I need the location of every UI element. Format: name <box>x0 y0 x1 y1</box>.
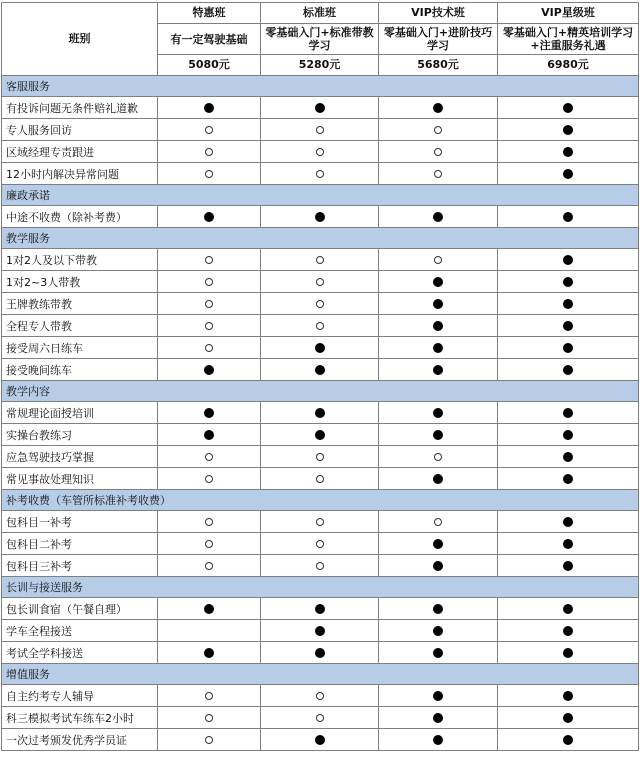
feature-label: 中途不收费（除补考费） <box>2 206 158 228</box>
plan-4-cell <box>498 707 639 729</box>
plan-3-cell <box>379 707 498 729</box>
plan-4-cell <box>498 119 639 141</box>
filled-circle-icon <box>433 321 443 331</box>
table-row <box>2 468 639 490</box>
plan-price-4: 6980元 <box>498 55 639 76</box>
filled-circle-icon <box>563 626 573 636</box>
plan-4-cell <box>498 359 639 381</box>
plan-3-cell <box>379 119 498 141</box>
feature-label: 学车全程接送 <box>2 620 158 642</box>
plan-1-cell <box>158 163 261 185</box>
table-row <box>2 402 639 424</box>
section-title: 补考收费（车管所标准补考收费） <box>2 490 639 511</box>
plan-3-cell <box>379 359 498 381</box>
filled-circle-icon <box>433 474 443 484</box>
plan-3-cell <box>379 533 498 555</box>
table-body <box>2 3 639 751</box>
plan-3-cell <box>379 446 498 468</box>
filled-circle-icon <box>433 539 443 549</box>
feature-label: 有投诉问题无条件赔礼道歉 <box>2 97 158 119</box>
filled-circle-icon <box>563 321 573 331</box>
plan-1-cell <box>158 446 261 468</box>
feature-label: 常见事故处理知识 <box>2 468 158 490</box>
filled-circle-icon <box>315 626 325 636</box>
table-row <box>2 620 639 642</box>
filled-circle-icon <box>315 408 325 418</box>
section-header <box>2 381 639 402</box>
filled-circle-icon <box>433 212 443 222</box>
feature-label: 包科目三补考 <box>2 555 158 577</box>
hollow-circle-icon <box>316 475 324 483</box>
plan-3-cell <box>379 468 498 490</box>
hollow-circle-icon <box>205 256 213 264</box>
table-row <box>2 707 639 729</box>
hollow-circle-icon <box>316 126 324 134</box>
plan-2-cell <box>261 555 379 577</box>
filled-circle-icon <box>204 430 214 440</box>
filled-circle-icon <box>563 474 573 484</box>
feature-label: 1对2人及以下带教 <box>2 249 158 271</box>
plan-3-cell <box>379 685 498 707</box>
feature-label: 王牌教练带教 <box>2 293 158 315</box>
hollow-circle-icon <box>434 126 442 134</box>
filled-circle-icon <box>433 735 443 745</box>
feature-label: 包科目一补考 <box>2 511 158 533</box>
plan-2-cell <box>261 315 379 337</box>
filled-circle-icon <box>204 103 214 113</box>
plan-1-cell <box>158 533 261 555</box>
hollow-circle-icon <box>316 518 324 526</box>
feature-label: 全程专人带教 <box>2 315 158 337</box>
plan-3-cell <box>379 97 498 119</box>
filled-circle-icon <box>563 125 573 135</box>
filled-circle-icon <box>204 408 214 418</box>
table-row <box>2 598 639 620</box>
table-row <box>2 424 639 446</box>
plan-2-cell <box>261 337 379 359</box>
hollow-circle-icon <box>316 278 324 286</box>
table-row <box>2 555 639 577</box>
hollow-circle-icon <box>316 170 324 178</box>
plan-4-cell <box>498 424 639 446</box>
table-row <box>2 337 639 359</box>
filled-circle-icon <box>563 212 573 222</box>
feature-label: 科三模拟考试车练车2小时 <box>2 707 158 729</box>
section-title: 增值服务 <box>2 664 639 685</box>
plan-2-cell <box>261 642 379 664</box>
hollow-circle-icon <box>205 475 213 483</box>
plan-3-cell <box>379 206 498 228</box>
filled-circle-icon <box>563 103 573 113</box>
feature-label: 一次过考颁发优秀学员证 <box>2 729 158 751</box>
plan-1-cell <box>158 729 261 751</box>
feature-label: 接受晚间练车 <box>2 359 158 381</box>
plan-name-1: 特惠班 <box>158 3 261 24</box>
plan-name-4: VIP星级班 <box>498 3 639 24</box>
plan-3-cell <box>379 642 498 664</box>
section-header <box>2 185 639 206</box>
plan-1-cell <box>158 359 261 381</box>
filled-circle-icon <box>315 604 325 614</box>
hollow-circle-icon <box>205 562 213 570</box>
filled-circle-icon <box>563 452 573 462</box>
plan-3-cell <box>379 620 498 642</box>
filled-circle-icon <box>204 604 214 614</box>
plan-2-cell <box>261 533 379 555</box>
feature-label: 专人服务回访 <box>2 119 158 141</box>
filled-circle-icon <box>563 277 573 287</box>
plan-4-cell <box>498 206 639 228</box>
feature-label: 自主约考专人辅导 <box>2 685 158 707</box>
plan-3-cell <box>379 249 498 271</box>
hollow-circle-icon <box>205 300 213 308</box>
hollow-circle-icon <box>434 256 442 264</box>
plan-4-cell <box>498 620 639 642</box>
plan-1-cell <box>158 249 261 271</box>
feature-label: 实操台教练习 <box>2 424 158 446</box>
filled-circle-icon <box>433 561 443 571</box>
filled-circle-icon <box>433 604 443 614</box>
filled-circle-icon <box>433 343 443 353</box>
feature-label: 应急驾驶技巧掌握 <box>2 446 158 468</box>
plan-3-cell <box>379 271 498 293</box>
plan-4-cell <box>498 685 639 707</box>
plan-desc-2: 零基础入门+标准带教学习 <box>261 24 379 55</box>
plan-1-cell <box>158 315 261 337</box>
plan-1-cell <box>158 271 261 293</box>
plan-2-cell <box>261 206 379 228</box>
filled-circle-icon <box>563 691 573 701</box>
plan-4-cell <box>498 511 639 533</box>
hollow-circle-icon <box>434 170 442 178</box>
plan-3-cell <box>379 315 498 337</box>
plan-1-cell <box>158 206 261 228</box>
plan-3-cell <box>379 141 498 163</box>
hollow-circle-icon <box>316 300 324 308</box>
filled-circle-icon <box>563 365 573 375</box>
filled-circle-icon <box>563 430 573 440</box>
corner-label: 班别 <box>2 3 158 76</box>
plan-2-cell <box>261 707 379 729</box>
filled-circle-icon <box>204 648 214 658</box>
filled-circle-icon <box>433 691 443 701</box>
plan-1-cell <box>158 424 261 446</box>
plan-2-cell <box>261 620 379 642</box>
plan-4-cell <box>498 598 639 620</box>
plan-2-cell <box>261 249 379 271</box>
plan-4-cell <box>498 446 639 468</box>
section-title: 教学内容 <box>2 381 639 402</box>
plan-3-cell <box>379 163 498 185</box>
filled-circle-icon <box>433 626 443 636</box>
plan-3-cell <box>379 293 498 315</box>
filled-circle-icon <box>563 299 573 309</box>
hollow-circle-icon <box>316 562 324 570</box>
filled-circle-icon <box>563 169 573 179</box>
plan-2-cell <box>261 468 379 490</box>
plan-2-cell <box>261 293 379 315</box>
hollow-circle-icon <box>205 692 213 700</box>
plan-price-2: 5280元 <box>261 55 379 76</box>
plan-1-cell <box>158 402 261 424</box>
table-row <box>2 97 639 119</box>
plan-4-cell <box>498 729 639 751</box>
table-row <box>2 729 639 751</box>
plan-4-cell <box>498 315 639 337</box>
filled-circle-icon <box>433 408 443 418</box>
plan-2-cell <box>261 97 379 119</box>
plan-4-cell <box>498 249 639 271</box>
plan-1-cell <box>158 511 261 533</box>
plan-3-cell <box>379 424 498 446</box>
filled-circle-icon <box>315 343 325 353</box>
hollow-circle-icon <box>316 453 324 461</box>
plan-2-cell <box>261 163 379 185</box>
plan-price-3: 5680元 <box>379 55 498 76</box>
section-title: 教学服务 <box>2 228 639 249</box>
hollow-circle-icon <box>205 278 213 286</box>
plan-4-cell <box>498 533 639 555</box>
plan-4-cell <box>498 555 639 577</box>
filled-circle-icon <box>433 277 443 287</box>
feature-label: 12小时内解决异常问题 <box>2 163 158 185</box>
plan-2-cell <box>261 511 379 533</box>
filled-circle-icon <box>433 713 443 723</box>
plan-2-cell <box>261 141 379 163</box>
hollow-circle-icon <box>205 736 213 744</box>
filled-circle-icon <box>563 408 573 418</box>
filled-circle-icon <box>433 365 443 375</box>
filled-circle-icon <box>315 365 325 375</box>
feature-label: 包长训食宿（午餐自理） <box>2 598 158 620</box>
plan-2-cell <box>261 402 379 424</box>
filled-circle-icon <box>204 365 214 375</box>
filled-circle-icon <box>563 255 573 265</box>
feature-label: 包科目二补考 <box>2 533 158 555</box>
table-row <box>2 249 639 271</box>
table-row <box>2 315 639 337</box>
filled-circle-icon <box>563 648 573 658</box>
plan-1-cell <box>158 337 261 359</box>
filled-circle-icon <box>315 430 325 440</box>
table-row <box>2 206 639 228</box>
filled-circle-icon <box>315 735 325 745</box>
hollow-circle-icon <box>316 322 324 330</box>
plan-name-2: 标准班 <box>261 3 379 24</box>
filled-circle-icon <box>563 604 573 614</box>
plan-desc-1: 有一定驾驶基础 <box>158 24 261 55</box>
hollow-circle-icon <box>205 540 213 548</box>
hollow-circle-icon <box>434 518 442 526</box>
hollow-circle-icon <box>205 148 213 156</box>
plan-1-cell <box>158 685 261 707</box>
feature-label: 接受周六日练车 <box>2 337 158 359</box>
table-row <box>2 119 639 141</box>
plan-3-cell <box>379 402 498 424</box>
hollow-circle-icon <box>316 540 324 548</box>
filled-circle-icon <box>433 299 443 309</box>
plan-1-cell <box>158 97 261 119</box>
plan-4-cell <box>498 141 639 163</box>
filled-circle-icon <box>563 713 573 723</box>
plan-1-cell <box>158 468 261 490</box>
plan-3-cell <box>379 337 498 359</box>
section-title: 长训与接送服务 <box>2 577 639 598</box>
plan-2-cell <box>261 271 379 293</box>
plan-4-cell <box>498 337 639 359</box>
hollow-circle-icon <box>205 714 213 722</box>
filled-circle-icon <box>563 517 573 527</box>
hollow-circle-icon <box>205 453 213 461</box>
table-row <box>2 163 639 185</box>
plan-3-cell <box>379 598 498 620</box>
filled-circle-icon <box>315 648 325 658</box>
plan-3-cell <box>379 555 498 577</box>
filled-circle-icon <box>315 103 325 113</box>
plan-2-cell <box>261 119 379 141</box>
plan-3-cell <box>379 729 498 751</box>
filled-circle-icon <box>563 147 573 157</box>
plan-4-cell <box>498 97 639 119</box>
plan-1-cell <box>158 620 261 642</box>
plan-1-cell <box>158 293 261 315</box>
plan-2-cell <box>261 446 379 468</box>
section-header <box>2 490 639 511</box>
table-row <box>2 642 639 664</box>
section-header <box>2 228 639 249</box>
plan-3-cell <box>379 511 498 533</box>
table-row <box>2 533 639 555</box>
plan-1-cell <box>158 598 261 620</box>
filled-circle-icon <box>433 430 443 440</box>
plan-4-cell <box>498 271 639 293</box>
hollow-circle-icon <box>205 518 213 526</box>
filled-circle-icon <box>433 648 443 658</box>
plan-2-cell <box>261 685 379 707</box>
plan-desc-4: 零基础入门+精英培训学习+注重服务礼遇 <box>498 24 639 55</box>
hollow-circle-icon <box>316 714 324 722</box>
section-header <box>2 76 639 97</box>
hollow-circle-icon <box>205 322 213 330</box>
plan-1-cell <box>158 707 261 729</box>
header-row-names <box>2 3 639 24</box>
filled-circle-icon <box>433 103 443 113</box>
table-row <box>2 293 639 315</box>
feature-label: 1对2~3人带教 <box>2 271 158 293</box>
table-row <box>2 141 639 163</box>
plan-4-cell <box>498 402 639 424</box>
hollow-circle-icon <box>316 256 324 264</box>
table-row <box>2 511 639 533</box>
section-title: 廉政承诺 <box>2 185 639 206</box>
hollow-circle-icon <box>434 148 442 156</box>
table-row <box>2 685 639 707</box>
plan-2-cell <box>261 359 379 381</box>
plan-2-cell <box>261 729 379 751</box>
plan-desc-3: 零基础入门+进阶技巧学习 <box>379 24 498 55</box>
section-header <box>2 577 639 598</box>
hollow-circle-icon <box>434 453 442 461</box>
hollow-circle-icon <box>316 148 324 156</box>
plan-1-cell <box>158 555 261 577</box>
filled-circle-icon <box>204 212 214 222</box>
plan-name-3: VIP技术班 <box>379 3 498 24</box>
table-row <box>2 446 639 468</box>
plan-price-1: 5080元 <box>158 55 261 76</box>
plan-4-cell <box>498 642 639 664</box>
hollow-circle-icon <box>205 170 213 178</box>
section-header <box>2 664 639 685</box>
table-row <box>2 271 639 293</box>
plan-1-cell <box>158 141 261 163</box>
filled-circle-icon <box>563 735 573 745</box>
hollow-circle-icon <box>205 344 213 352</box>
plan-2-cell <box>261 424 379 446</box>
filled-circle-icon <box>563 561 573 571</box>
filled-circle-icon <box>315 212 325 222</box>
hollow-circle-icon <box>205 126 213 134</box>
table-row <box>2 359 639 381</box>
plan-4-cell <box>498 293 639 315</box>
feature-label: 区域经理专责跟进 <box>2 141 158 163</box>
feature-label: 考试全学科接送 <box>2 642 158 664</box>
plan-4-cell <box>498 468 639 490</box>
plan-2-cell <box>261 598 379 620</box>
section-title: 客服服务 <box>2 76 639 97</box>
plan-1-cell <box>158 642 261 664</box>
filled-circle-icon <box>563 539 573 549</box>
plan-1-cell <box>158 119 261 141</box>
hollow-circle-icon <box>316 692 324 700</box>
filled-circle-icon <box>563 343 573 353</box>
plan-comparison-table <box>1 2 639 751</box>
plan-4-cell <box>498 163 639 185</box>
feature-label: 常规理论面授培训 <box>2 402 158 424</box>
